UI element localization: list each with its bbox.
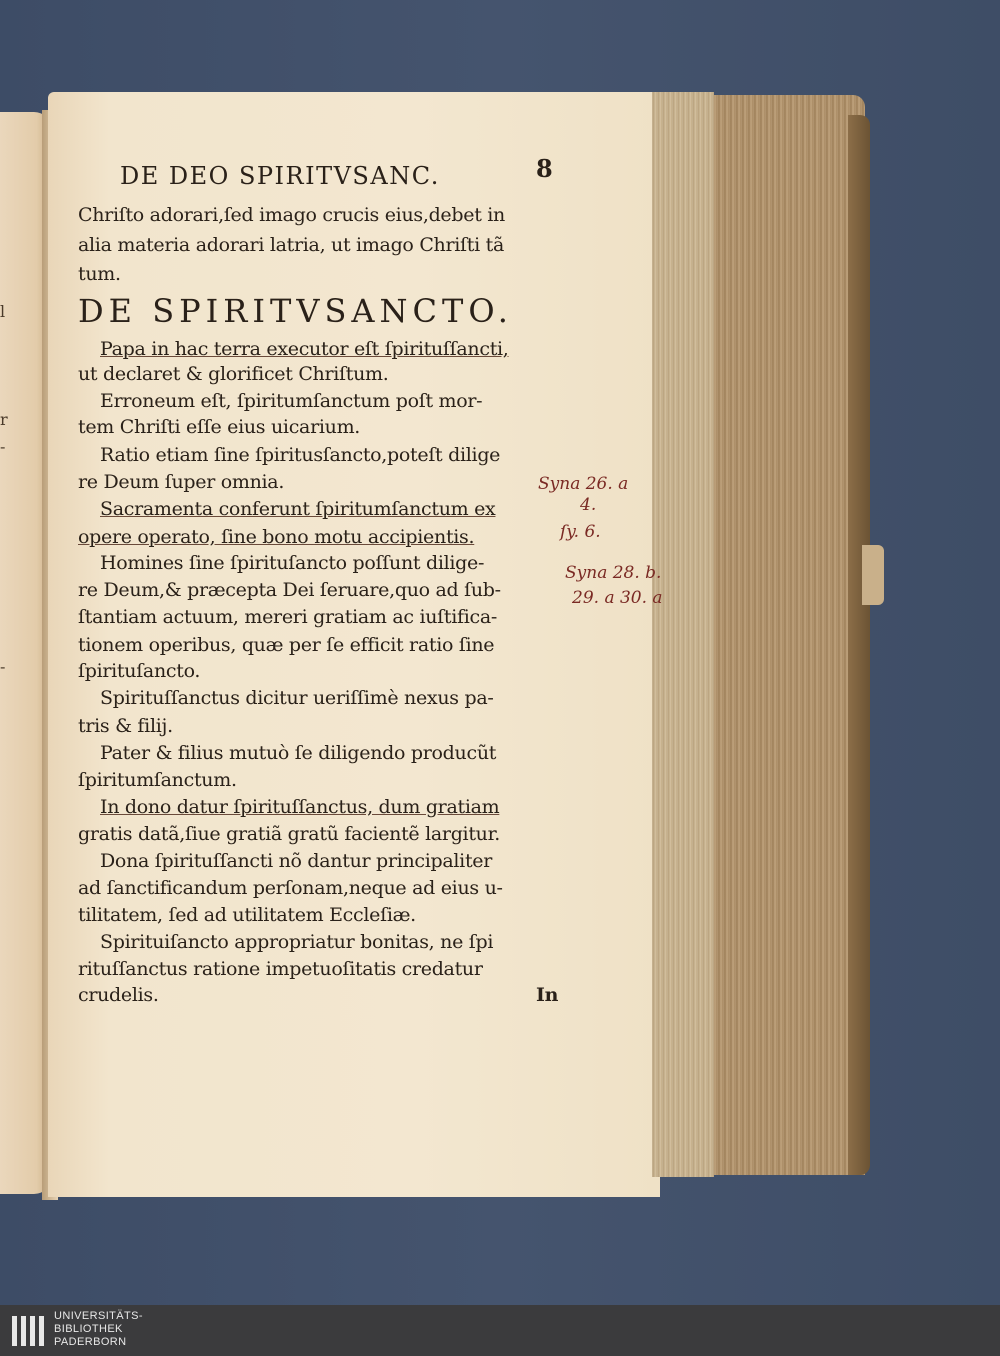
text-line: In dono datur ſpirituſſanctus, dum gratiam [100,796,500,818]
text-line: opere operato, ſine bono motu accipientis. [78,526,475,548]
bookmark-tab [862,545,884,605]
text-line: tum. [78,263,121,285]
text-line: Spirituſſanctus dicitur ueriſſimè nexus pa- [100,687,494,709]
left-page-fragment: - [0,657,6,676]
library-name-line: PADERBORN [54,1336,127,1348]
text-line: ad ſanctificandum perſonam,neque ad eius u- [78,877,503,899]
section-heading: DE SPIRITVSANCTO. [78,292,513,330]
margin-note: Syna 26. a [538,474,629,494]
text-line: re Deum,& præcepta Dei ſeruare,quo ad ſub- [78,579,501,601]
text-line: ſpirituſancto. [78,660,201,682]
text-line: Spirituiſancto appropriatur bonitas, ne ſpi [100,931,494,953]
text-line: tilitatem, ſed ad utilitatem Eccleſiæ. [78,904,416,926]
text-line: ut declaret & glorificet Chriſtum. [78,363,389,385]
margin-note: ſy. 6. [560,522,601,542]
left-page-fragment: l [0,302,6,321]
library-name-line: BIBLIOTHEK [54,1323,123,1335]
text-line: Dona ſpirituſſancti nõ dantur principaliter [100,850,493,872]
text-block-edge [705,95,865,1175]
text-line: Erroneum eſt, ſpiritumſanctum poſt mor- [100,390,483,412]
text-line: tem Chriſti eſſe eius uicarium. [78,416,361,438]
left-page-fragment: r [0,410,8,429]
text-line: Homines ſine ſpirituſancto poſſunt dilige- [100,552,485,574]
margin-note: Syna 28. b. [565,563,662,583]
text-line: re Deum ſuper omnia. [78,471,285,493]
text-line: crudelis. [78,984,159,1006]
library-name-line: UNIVERSITÄTS- [54,1310,143,1322]
page-fore-edge [652,92,714,1177]
margin-note: 4. [580,495,597,515]
library-name [54,1310,143,1349]
text-line: Ratio etiam ſine ſpiritusſancto,poteſt dilige [100,444,501,466]
cover-edge [848,115,870,1175]
text-line: alia materia adorari latria, ut imago Chriſti tã [78,234,504,256]
text-line: Papa in hac terra executor eſt ſpirituſſancti, [100,338,509,360]
text-line: rituſſanctus ratione impetuoſitatis credatur [78,958,483,980]
text-line: Chriſto adorari,ſed imago crucis eius,debet in [78,204,505,226]
text-line: tris & filij. [78,715,173,737]
running-head: DE DEO SPIRITVSANC. [120,162,440,190]
text-line: tionem operibus, quæ per ſe efficit ratio ſine [78,634,495,656]
text-line: gratis datã,ſiue gratiã gratũ facientẽ largitur. [78,823,501,845]
catchword: In [536,984,559,1006]
page-number: 8 [536,154,553,183]
library-logo-icon [10,1313,46,1349]
text-line: ſpiritumſanctum. [78,769,237,791]
margin-note: 29. a 30. a [572,588,663,608]
text-line: ſtantiam actuum, mereri gratiam ac iuſtifica- [78,606,498,628]
library-footer [0,1305,1000,1356]
left-page-fragment: - [0,437,6,456]
text-line: Pater & filius mutuò ſe diligendo producũt [100,742,497,764]
text-line: Sacramenta conferunt ſpiritumſanctum ex [100,498,496,520]
